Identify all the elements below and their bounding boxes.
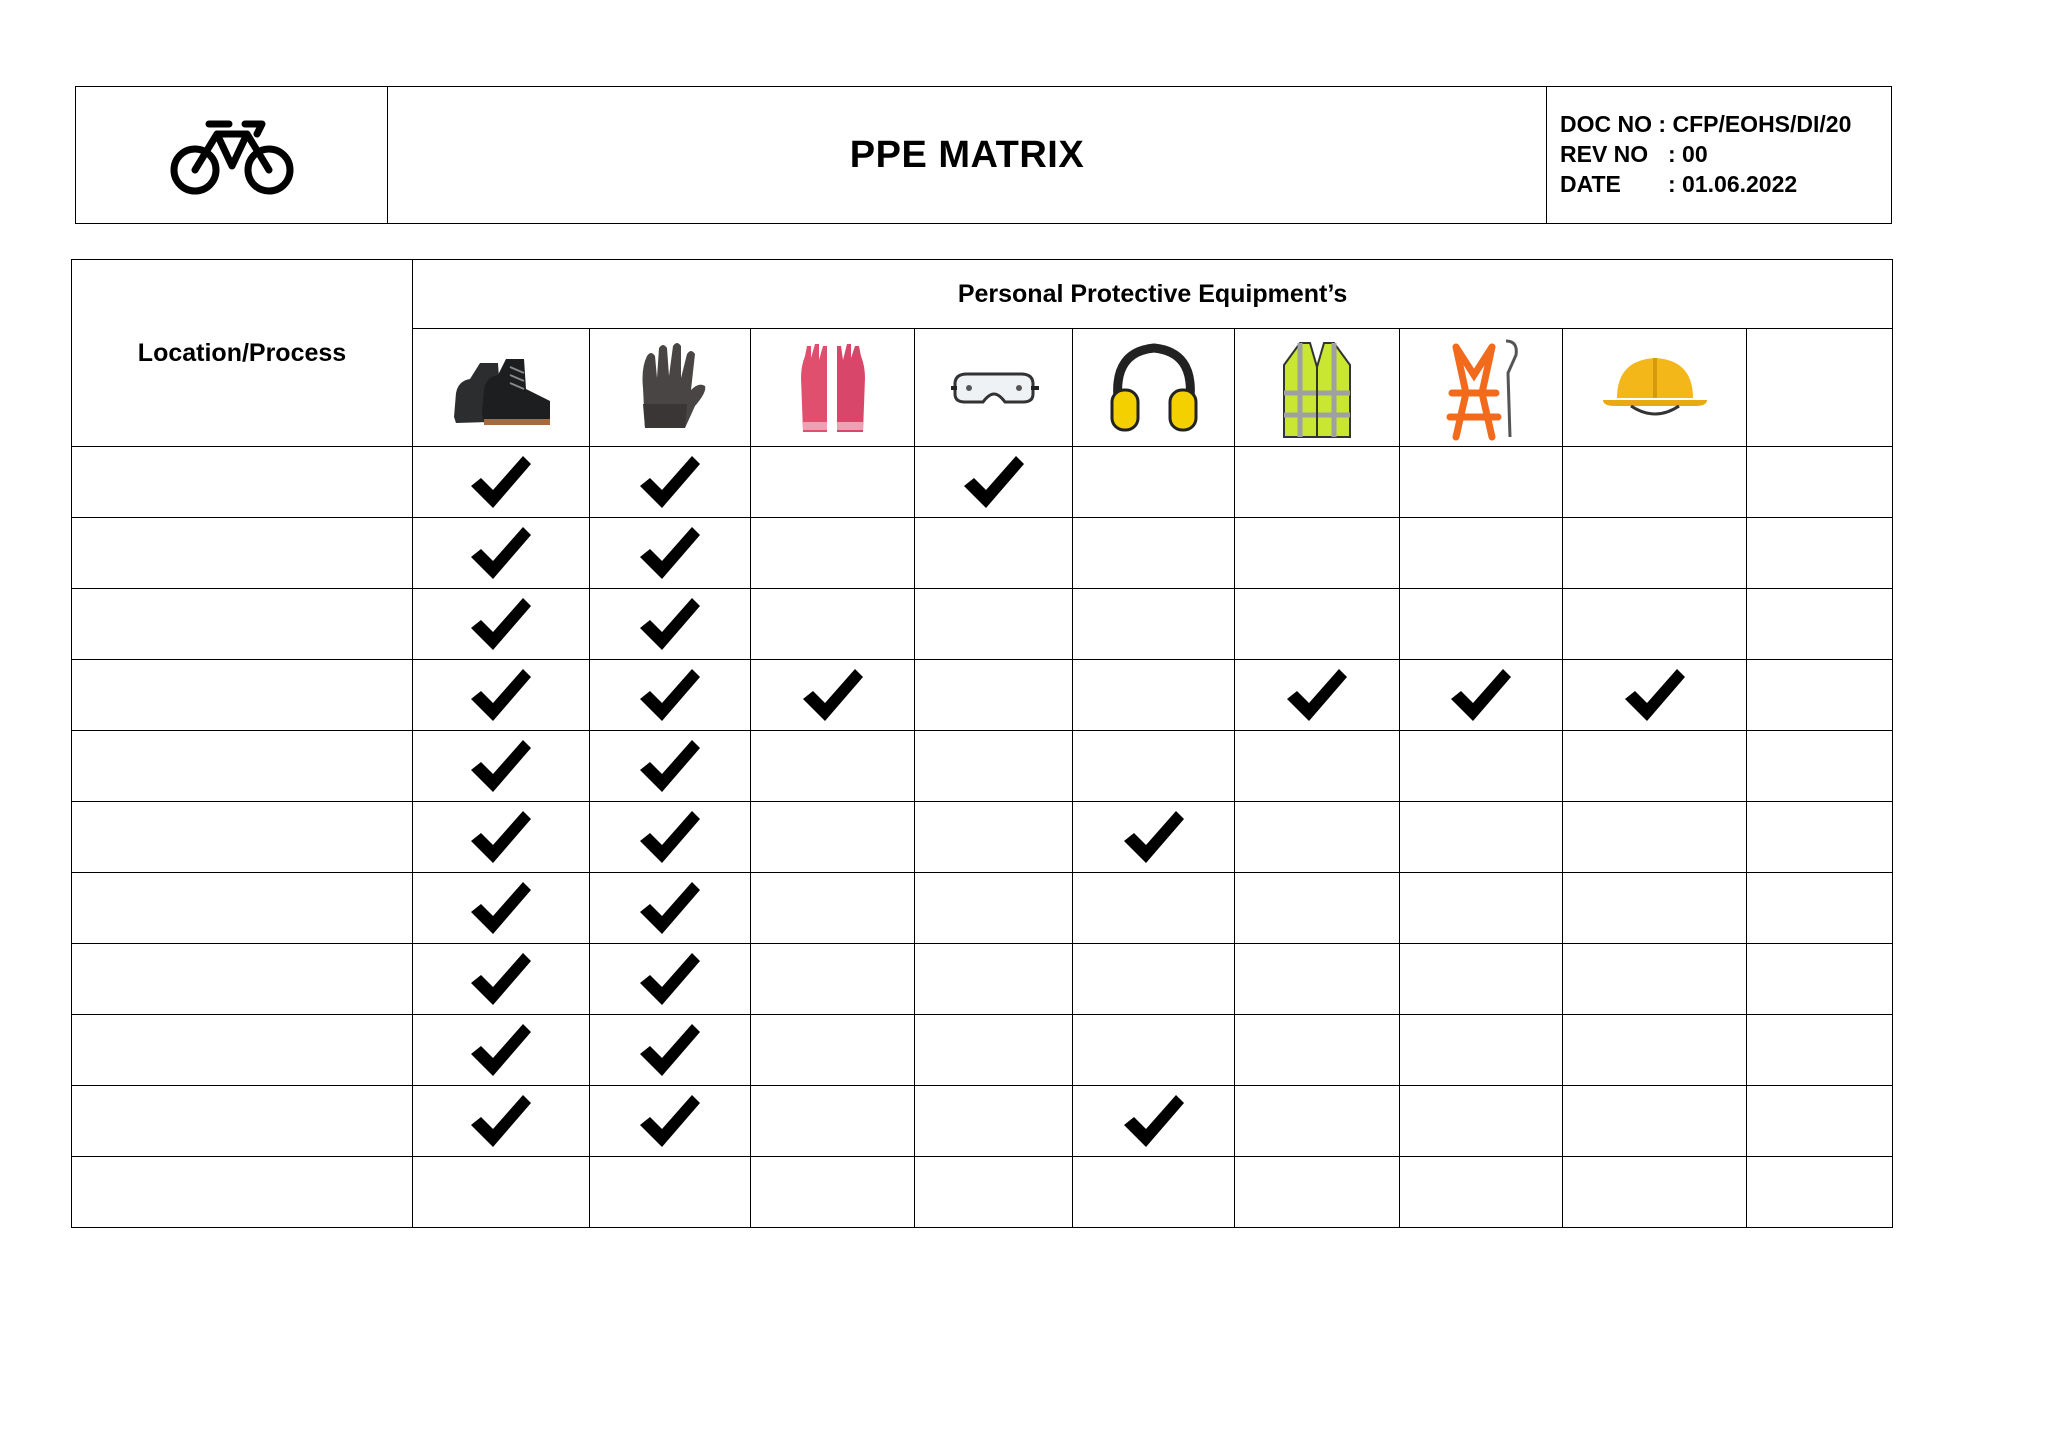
checkmark-icon (962, 454, 1026, 510)
ppe-cell (1400, 1157, 1563, 1228)
ppe-cell (1073, 1015, 1235, 1086)
ppe-cell (915, 1015, 1073, 1086)
checkmark-icon (638, 596, 702, 652)
rev-no-label: REV NO (1560, 141, 1649, 167)
checkmark-icon (469, 596, 533, 652)
date-label: DATE (1560, 171, 1621, 197)
ear-muffs-icon (1104, 338, 1204, 438)
location-cell (72, 589, 413, 660)
ppe-cell (590, 802, 751, 873)
rev-no-row (1560, 139, 1891, 169)
ppe-cell (751, 660, 915, 731)
ppe-cell (1563, 660, 1747, 731)
matrix-body (72, 447, 1893, 1228)
ppe-cell (1747, 1015, 1893, 1086)
ppe-cell (1563, 1086, 1747, 1157)
ppe-cell (590, 1086, 751, 1157)
ppe-cell (1563, 802, 1747, 873)
ppe-cell (1747, 589, 1893, 660)
checkmark-icon (469, 1022, 533, 1078)
ppe-cell (751, 802, 915, 873)
ppe-cell (751, 1157, 915, 1228)
ppe-cell (1235, 447, 1400, 518)
ppe-cell (1235, 1015, 1400, 1086)
matrix-row (72, 873, 1893, 944)
document-title: PPE MATRIX (388, 87, 1547, 223)
ppe-cell (1235, 589, 1400, 660)
ppe-col-rubber-gloves (751, 329, 915, 447)
checkmark-icon (638, 454, 702, 510)
date-row (1560, 169, 1891, 199)
checkmark-icon (469, 809, 533, 865)
ppe-cell (413, 1157, 590, 1228)
location-cell (72, 518, 413, 589)
ppe-cell (751, 1015, 915, 1086)
rubber-gloves-icon (793, 338, 873, 438)
ppe-cell (1563, 1015, 1747, 1086)
ppe-cell (1563, 1157, 1747, 1228)
ppe-col-ear-muffs (1073, 329, 1235, 447)
ppe-cell (1073, 447, 1235, 518)
ppe-cell (1747, 447, 1893, 518)
ppe-cell (590, 873, 751, 944)
reflective-vest-icon (1272, 333, 1362, 443)
ppe-cell (915, 873, 1073, 944)
ppe-cell (1400, 873, 1563, 944)
doc-no-label: DOC NO : (1560, 111, 1667, 137)
ppe-col-hard-hat (1563, 329, 1747, 447)
ppe-matrix-table (71, 259, 1893, 1228)
matrix-row (72, 944, 1893, 1015)
checkmark-icon (638, 880, 702, 936)
location-process-header: Location/Process (72, 260, 413, 447)
ppe-cell (1563, 944, 1747, 1015)
checkmark-icon (469, 951, 533, 1007)
ppe-cell (1400, 589, 1563, 660)
ppe-cell (915, 1157, 1073, 1228)
ppe-cell (915, 660, 1073, 731)
ppe-cell (1747, 731, 1893, 802)
ppe-cell (1747, 944, 1893, 1015)
ppe-col-empty (1747, 329, 1893, 447)
work-gloves-icon (625, 338, 715, 438)
ppe-cell (1073, 802, 1235, 873)
ppe-cell (1400, 944, 1563, 1015)
ppe-cell (1073, 660, 1235, 731)
matrix-row (72, 731, 1893, 802)
ppe-cell (1747, 660, 1893, 731)
ppe-cell (1747, 1157, 1893, 1228)
ppe-cell (413, 1086, 590, 1157)
checkmark-icon (1623, 667, 1687, 723)
safety-goggles-icon (949, 358, 1039, 418)
matrix-row (72, 1086, 1893, 1157)
checkmark-icon (801, 667, 865, 723)
date-value: : 01.06.2022 (1668, 171, 1798, 197)
ppe-header: Personal Protective Equipment’s (413, 260, 1893, 329)
ppe-cell (1235, 518, 1400, 589)
checkmark-icon (638, 809, 702, 865)
ppe-cell (1235, 873, 1400, 944)
checkmark-icon (469, 738, 533, 794)
matrix-row (72, 660, 1893, 731)
checkmark-icon (469, 525, 533, 581)
matrix-row (72, 518, 1893, 589)
location-cell (72, 802, 413, 873)
ppe-cell (1400, 1086, 1563, 1157)
ppe-cell (1400, 447, 1563, 518)
ppe-cell (413, 1015, 590, 1086)
ppe-cell (1563, 447, 1747, 518)
matrix-row (72, 802, 1893, 873)
doc-no-row (1560, 109, 1891, 139)
ppe-cell (1235, 944, 1400, 1015)
location-cell (72, 1086, 413, 1157)
ppe-cell (915, 944, 1073, 1015)
location-cell (72, 1157, 413, 1228)
location-cell (72, 944, 413, 1015)
ppe-cell (590, 731, 751, 802)
ppe-cell (915, 731, 1073, 802)
rev-no-value: : 00 (1668, 141, 1708, 167)
checkmark-icon (1285, 667, 1349, 723)
ppe-col-safety-shoes (413, 329, 590, 447)
checkmark-icon (638, 738, 702, 794)
ppe-cell (590, 589, 751, 660)
ppe-cell (1563, 518, 1747, 589)
document-header (75, 86, 1892, 224)
ppe-cell (915, 589, 1073, 660)
ppe-cell (915, 802, 1073, 873)
ppe-cell (915, 1086, 1073, 1157)
ppe-cell (751, 731, 915, 802)
ppe-cell (1400, 518, 1563, 589)
ppe-cell (1563, 589, 1747, 660)
ppe-cell (915, 518, 1073, 589)
ppe-cell (915, 447, 1073, 518)
ppe-cell (1400, 660, 1563, 731)
safety-harness-icon (1436, 333, 1526, 443)
ppe-cell (1073, 873, 1235, 944)
ppe-cell (413, 802, 590, 873)
ppe-cell (1400, 731, 1563, 802)
matrix-row (72, 1157, 1893, 1228)
ppe-cell (1235, 1086, 1400, 1157)
ppe-cell (413, 944, 590, 1015)
ppe-cell (751, 447, 915, 518)
location-cell (72, 873, 413, 944)
ppe-cell (1073, 589, 1235, 660)
checkmark-icon (1122, 809, 1186, 865)
checkmark-icon (469, 880, 533, 936)
ppe-cell (590, 1015, 751, 1086)
ppe-cell (590, 660, 751, 731)
checkmark-icon (469, 454, 533, 510)
ppe-cell (1073, 1086, 1235, 1157)
ppe-col-safety-goggles (915, 329, 1073, 447)
checkmark-icon (469, 667, 533, 723)
ppe-cell (1747, 518, 1893, 589)
ppe-cell (751, 1086, 915, 1157)
ppe-cell (1235, 731, 1400, 802)
matrix-row (72, 1015, 1893, 1086)
document-meta (1547, 87, 1891, 223)
ppe-cell (751, 944, 915, 1015)
safety-shoes-icon (446, 343, 556, 433)
ppe-col-work-gloves (590, 329, 751, 447)
ppe-cell (590, 944, 751, 1015)
checkmark-icon (638, 951, 702, 1007)
location-cell (72, 731, 413, 802)
ppe-cell (413, 731, 590, 802)
ppe-cell (1073, 944, 1235, 1015)
checkmark-icon (638, 1093, 702, 1149)
ppe-col-safety-harness (1400, 329, 1563, 447)
bicycle-icon (167, 110, 297, 200)
matrix-row (72, 447, 1893, 518)
ppe-cell (1073, 518, 1235, 589)
checkmark-icon (1449, 667, 1513, 723)
ppe-cell (1400, 802, 1563, 873)
matrix-row (72, 589, 1893, 660)
location-cell (72, 660, 413, 731)
ppe-cell (1073, 1157, 1235, 1228)
ppe-cell (413, 518, 590, 589)
ppe-col-reflective-vest (1235, 329, 1400, 447)
doc-no-value: CFP/EOHS/DI/20 (1672, 111, 1852, 137)
ppe-cell (751, 873, 915, 944)
checkmark-icon (1122, 1093, 1186, 1149)
ppe-cell (1563, 873, 1747, 944)
checkmark-icon (638, 1022, 702, 1078)
ppe-cell (1400, 1015, 1563, 1086)
ppe-cell (1747, 1086, 1893, 1157)
ppe-cell (1235, 1157, 1400, 1228)
ppe-cell (1747, 873, 1893, 944)
ppe-cell (413, 660, 590, 731)
ppe-cell (1073, 731, 1235, 802)
ppe-cell (413, 447, 590, 518)
location-cell (72, 447, 413, 518)
hard-hat-icon (1595, 348, 1715, 428)
ppe-cell (413, 589, 590, 660)
ppe-cell (751, 589, 915, 660)
ppe-cell (413, 873, 590, 944)
checkmark-icon (469, 1093, 533, 1149)
checkmark-icon (638, 525, 702, 581)
ppe-cell (590, 447, 751, 518)
ppe-cell (590, 518, 751, 589)
location-cell (72, 1015, 413, 1086)
ppe-cell (1235, 660, 1400, 731)
checkmark-icon (638, 667, 702, 723)
ppe-cell (590, 1157, 751, 1228)
logo-cell (76, 87, 388, 223)
ppe-cell (751, 518, 915, 589)
ppe-cell (1747, 802, 1893, 873)
ppe-cell (1235, 802, 1400, 873)
ppe-cell (1563, 731, 1747, 802)
